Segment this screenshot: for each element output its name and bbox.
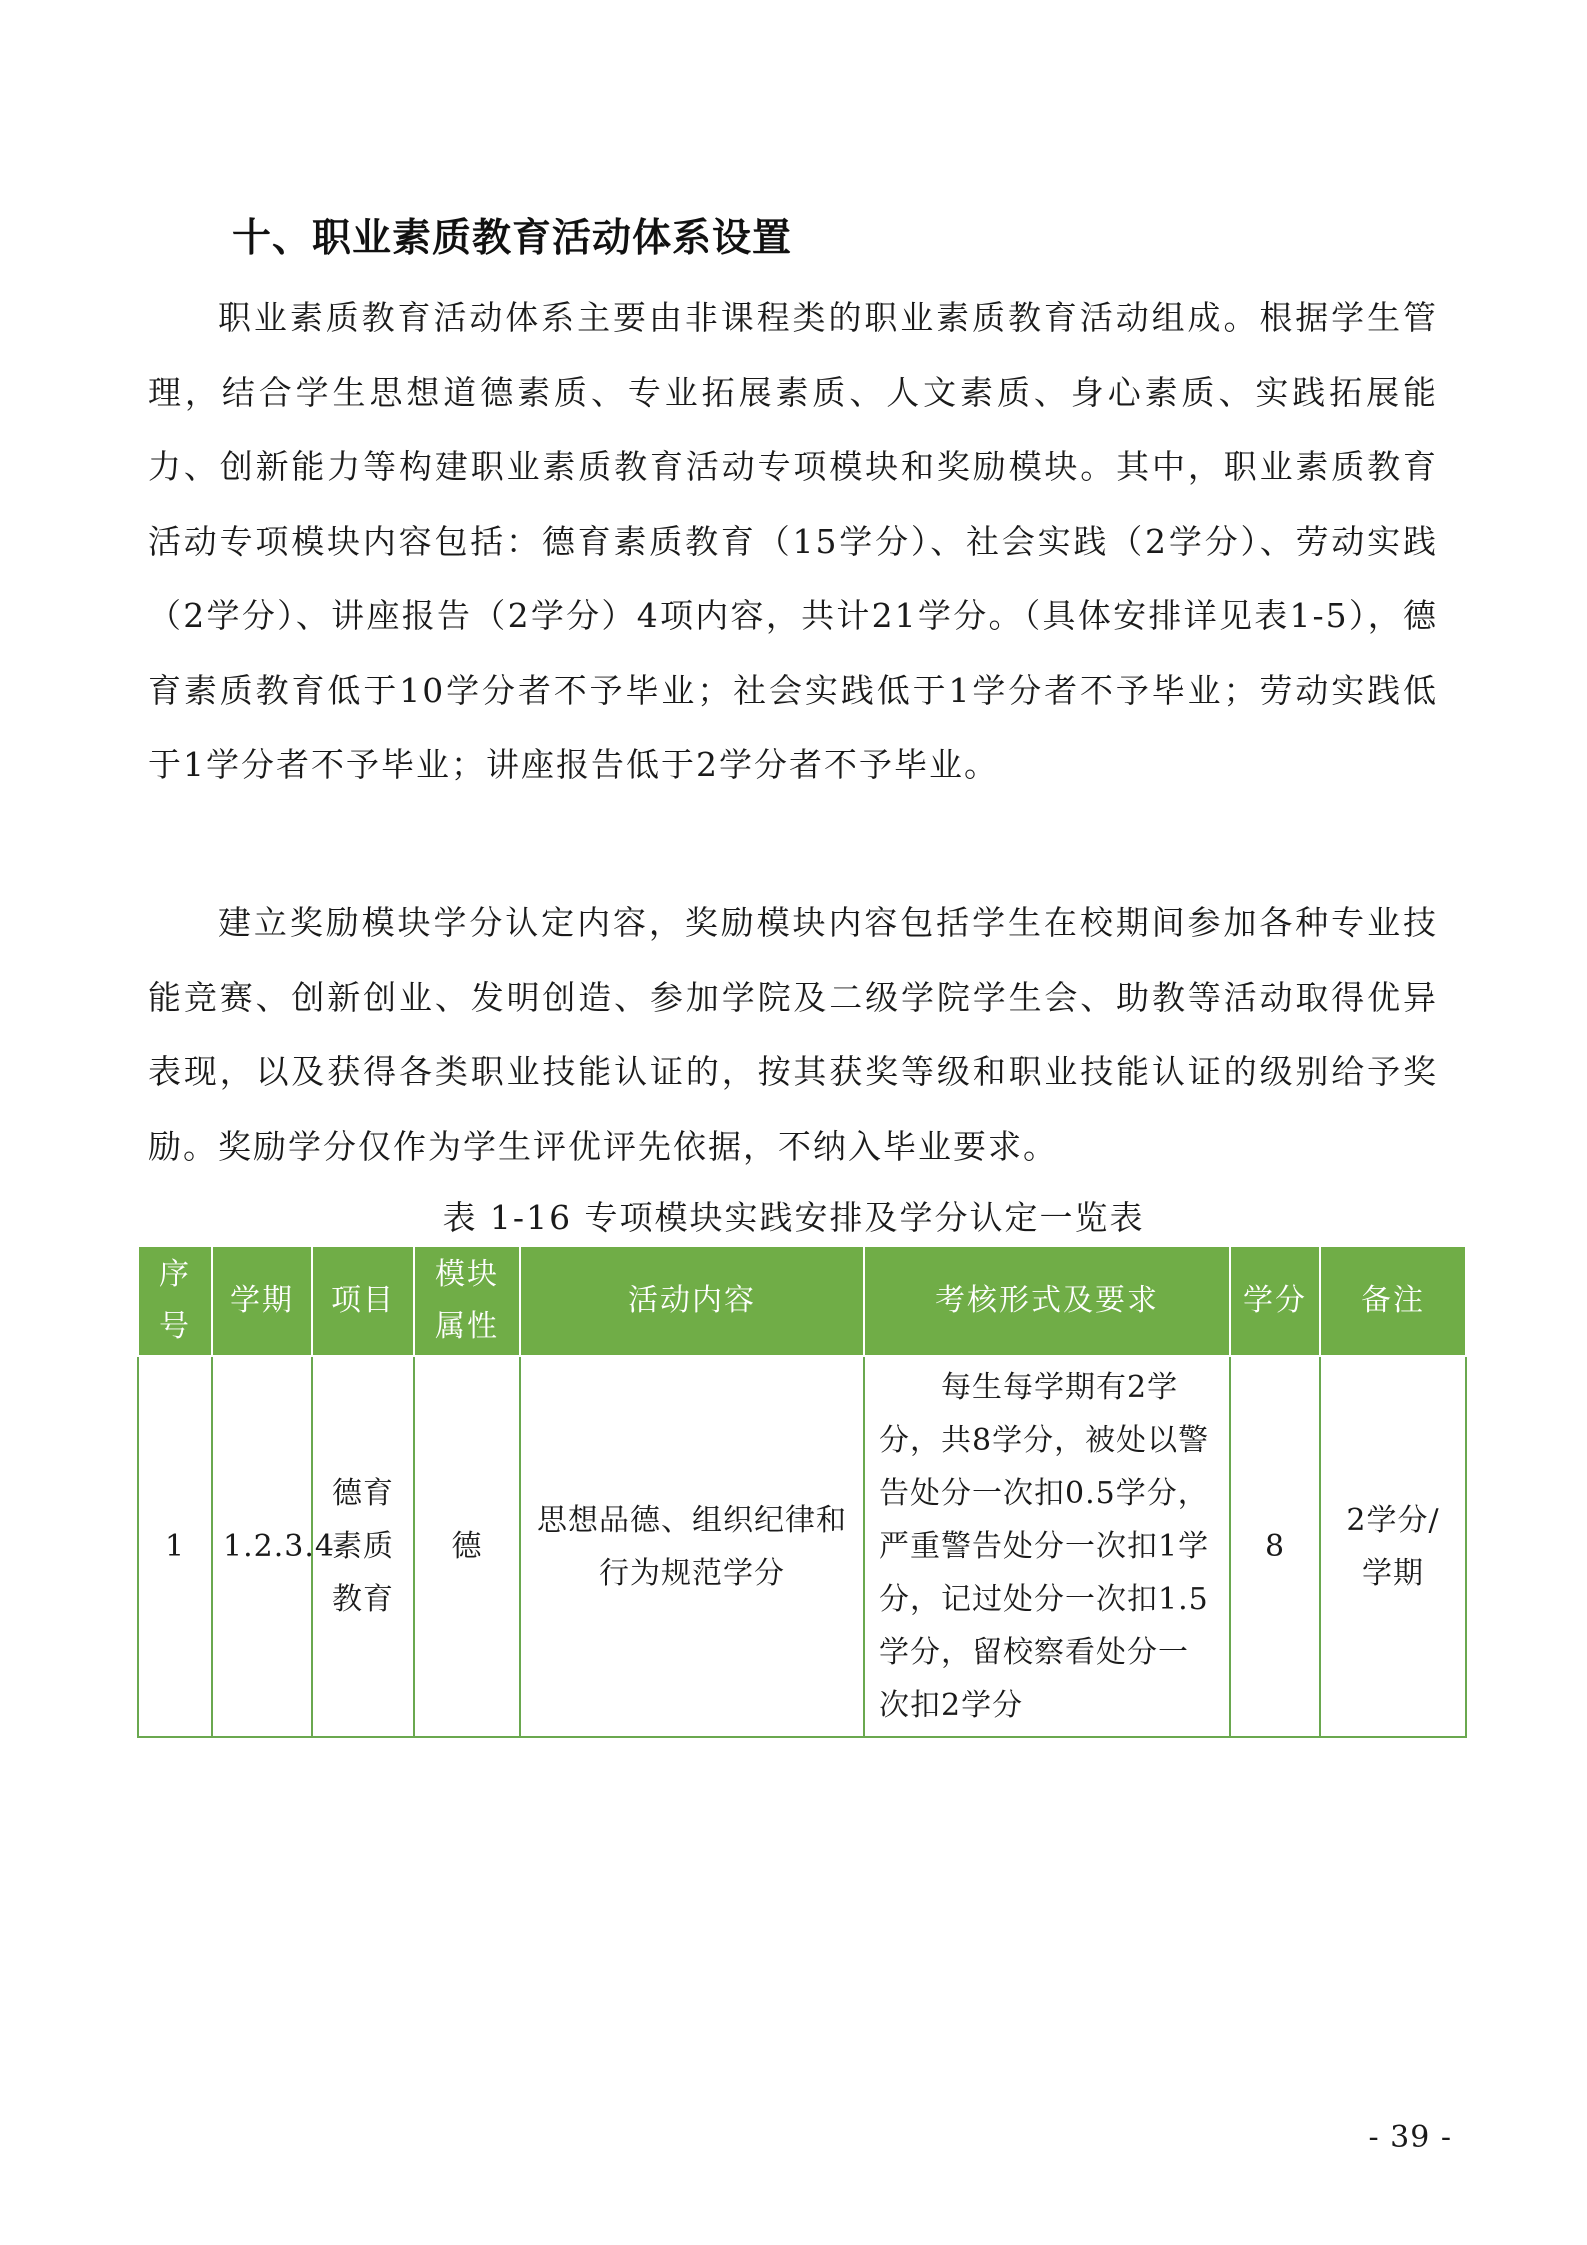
cell-attribute: 德	[414, 1356, 520, 1737]
header-index: 序号	[138, 1247, 212, 1356]
header-item: 项目	[312, 1247, 414, 1356]
cell-assessment	[864, 1356, 1230, 1737]
cell-item: 德育素质教育	[312, 1356, 414, 1737]
assessment-text: 每生每学期有2学分，共8学分，被处以警告处分一次扣0.5学分，严重警告处分一次扣1学分，记过处分一次扣1.5学分，留校察看处分一次扣2学分	[879, 1370, 1210, 1723]
table-caption: 表 1-16 专项模块实践安排及学分认定一览表	[442, 1198, 1145, 1237]
cell-index: 1	[138, 1356, 212, 1737]
paragraph-reward-module: 建立奖励模块学分认定内容，奖励模块内容包括学生在校期间参加各种专业技能竞赛、创新创业、发明创造、参加学院及二级学院学生会、助教等活动取得优异表现，以及获得各类职业技能认证的，按其获奖等级和职业技能认证的级别给予奖励。奖励学分仅作为学生评优评先依据，不纳入毕业要求。	[148, 903, 1438, 1166]
table-header-row	[138, 1247, 1466, 1356]
paragraph-activity-system: 职业素质教育活动体系主要由非课程类的职业素质教育活动组成。根据学生管理，结合学生思想道德素质、专业拓展素质、人文素质、身心素质、实践拓展能力、创新能力等构建职业素质教育活动专项模块和奖励模块。其中，职业素质教育活动专项模块内容包括：德育素质教育（15学分）、社会实践（2学分）、劳动实践（2学分）、讲座报告（2学分）4项内容，共计21学分。（具体安排详见表1-5），德育素质教育低于10学分者不予毕业；社会实践低于1学分者不予毕业；劳动实践低于1学分者不予毕业；讲座报告低于2学分者不予毕业。	[148, 298, 1438, 784]
header-term: 学期	[212, 1247, 312, 1356]
page-number: - 39 -	[1368, 2120, 1452, 2155]
cell-credits: 8	[1230, 1356, 1320, 1737]
cell-content: 思想品德、组织纪律和行为规范学分	[520, 1356, 864, 1737]
header-remarks: 备注	[1320, 1247, 1466, 1356]
header-credits: 学分	[1230, 1247, 1320, 1356]
cell-term: 1.2.3.4	[212, 1356, 312, 1737]
table-row	[138, 1356, 1466, 1737]
header-assessment: 考核形式及要求	[864, 1247, 1230, 1356]
header-content: 活动内容	[520, 1247, 864, 1356]
header-attribute: 模块属性	[414, 1247, 520, 1356]
credit-table	[137, 1247, 1467, 1738]
section-heading: 十、职业素质教育活动体系设置	[232, 216, 793, 261]
cell-remarks: 2学分/学期	[1320, 1356, 1466, 1737]
